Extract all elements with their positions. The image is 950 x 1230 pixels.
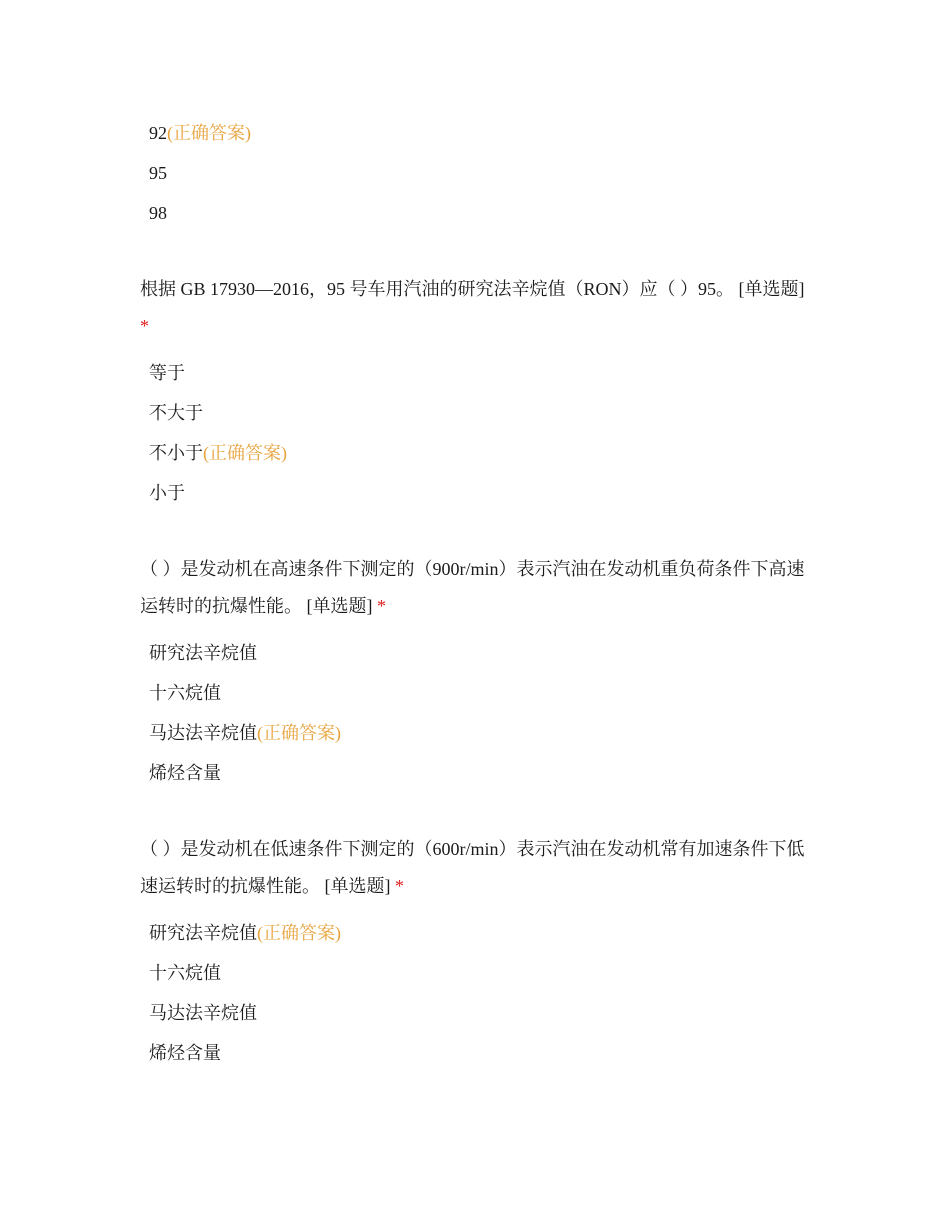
- option-label: 马达法辛烷值: [149, 723, 257, 743]
- option-item: [149, 401, 203, 425]
- option-label: 不大于: [149, 403, 203, 423]
- question-text: （ ）是发动机在高速条件下测定的（900r/min）表示汽油在发动机重负荷条件下高速运转时的抗爆性能。 [单选题] *: [140, 559, 805, 616]
- option-label: 小于: [149, 483, 185, 503]
- option-item: [149, 201, 167, 225]
- option-label: 研究法辛烷值: [149, 643, 257, 663]
- option-item: [149, 481, 185, 505]
- option-item: [149, 641, 257, 665]
- correct-answer-mark: (正确答案): [257, 923, 341, 943]
- option-item: [149, 361, 185, 385]
- option-item: [149, 961, 221, 985]
- option-item: [149, 161, 167, 185]
- option-label: 研究法辛烷值: [149, 923, 257, 943]
- option-label: 烯烃含量: [149, 1043, 221, 1063]
- correct-answer-mark: (正确答案): [257, 723, 341, 743]
- option-item: [149, 681, 221, 705]
- option-label: 马达法辛烷值: [149, 1003, 257, 1023]
- option-item: [149, 1041, 221, 1065]
- option-label: 95: [149, 163, 167, 183]
- option-item: [149, 921, 341, 945]
- option-label: 92: [149, 123, 167, 143]
- option-label: 烯烃含量: [149, 763, 221, 783]
- option-item: [149, 721, 341, 745]
- option-item: [149, 761, 221, 785]
- option-item: [149, 121, 251, 145]
- required-star: *: [140, 316, 149, 336]
- question-text: 根据 GB 17930—2016，95 号车用汽油的研究法辛烷值（RON）应（ ）95。 [单选题] *: [140, 279, 805, 336]
- option-label: 98: [149, 203, 167, 223]
- required-star: *: [395, 876, 404, 896]
- option-label: 等于: [149, 363, 185, 383]
- required-star: *: [377, 596, 386, 616]
- correct-answer-mark: (正确答案): [167, 123, 251, 143]
- question-text: （ ）是发动机在低速条件下测定的（600r/min）表示汽油在发动机常有加速条件下低速运转时的抗爆性能。 [单选题] *: [140, 839, 805, 896]
- option-label: 十六烷值: [149, 963, 221, 983]
- option-label: 不小于: [149, 443, 203, 463]
- option-item: [149, 441, 287, 465]
- option-item: [149, 1001, 257, 1025]
- option-label: 十六烷值: [149, 683, 221, 703]
- correct-answer-mark: (正确答案): [203, 443, 287, 463]
